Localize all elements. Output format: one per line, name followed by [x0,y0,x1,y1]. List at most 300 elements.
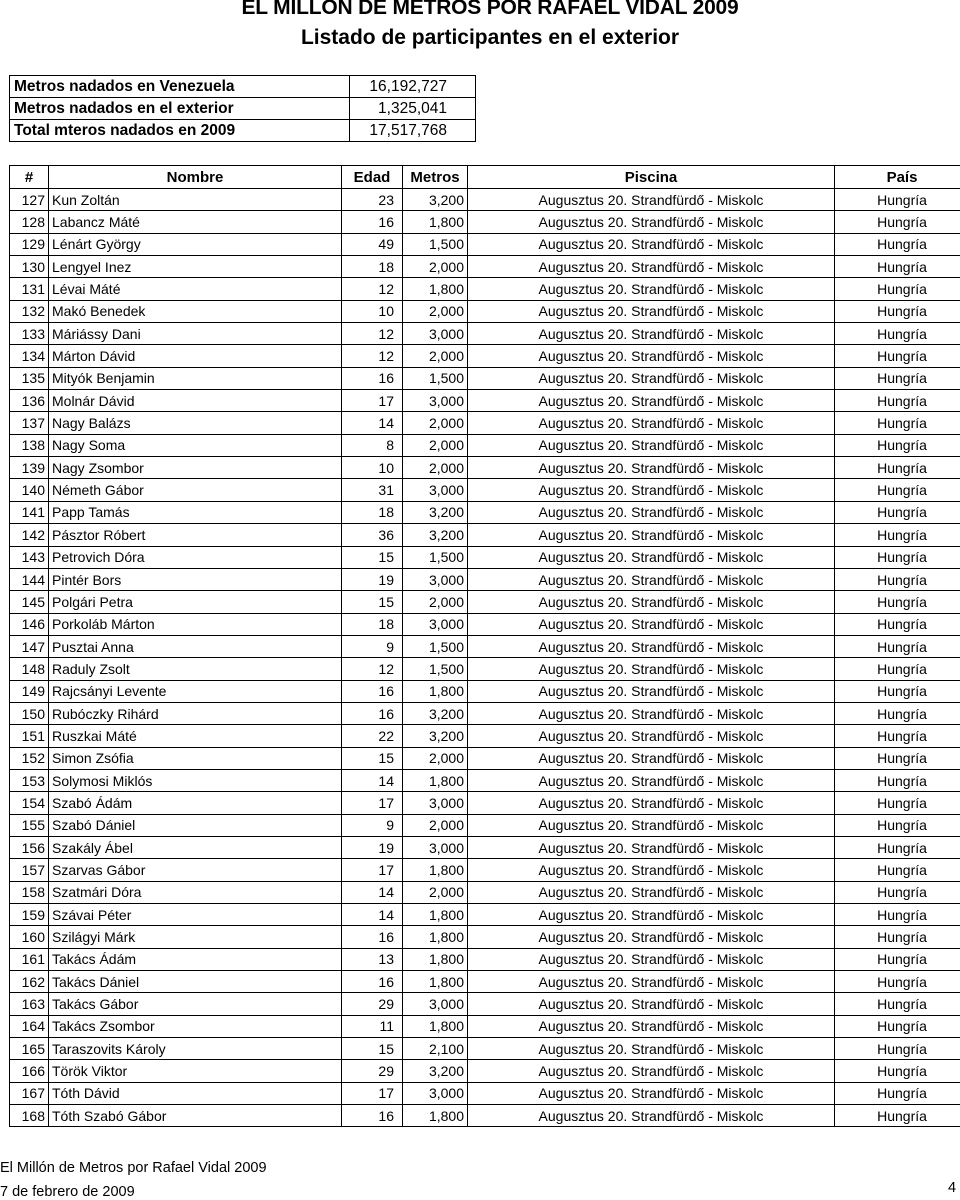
cell-number: 161 [10,948,49,970]
table-row [10,546,960,568]
cell-country: Hungría [835,702,960,724]
summary-row [10,98,476,120]
cell-name: Takács Gábor [49,993,342,1015]
column-header-number: # [10,166,49,189]
cell-pool: Augusztus 20. Strandfürdő - Miskolc [468,233,835,255]
cell-age: 16 [342,971,403,993]
cell-meters: 1,500 [403,658,468,680]
cell-age: 16 [342,1105,403,1127]
cell-country: Hungría [835,792,960,814]
table-row [10,836,960,858]
table-row [10,1015,960,1037]
cell-meters: 3,000 [403,792,468,814]
cell-name: Márton Dávid [49,345,342,367]
cell-number: 134 [10,345,49,367]
cell-pool: Augusztus 20. Strandfürdő - Miskolc [468,948,835,970]
table-row [10,1038,960,1060]
cell-meters: 2,100 [403,1038,468,1060]
cell-name: Szávai Péter [49,904,342,926]
table-row [10,1060,960,1082]
table-row [10,568,960,590]
cell-name: Petrovich Dóra [49,546,342,568]
cell-country: Hungría [835,390,960,412]
table-row [10,412,960,434]
cell-meters: 1,800 [403,1015,468,1037]
cell-pool: Augusztus 20. Strandfürdő - Miskolc [468,1015,835,1037]
cell-age: 12 [342,658,403,680]
cell-age: 15 [342,747,403,769]
cell-pool: Augusztus 20. Strandfürdő - Miskolc [468,278,835,300]
cell-meters: 1,800 [403,211,468,233]
summary-table [9,75,476,142]
table-row [10,211,960,233]
cell-pool: Augusztus 20. Strandfürdő - Miskolc [468,926,835,948]
cell-meters: 2,000 [403,814,468,836]
cell-pool: Augusztus 20. Strandfürdő - Miskolc [468,702,835,724]
table-row [10,1105,960,1127]
cell-country: Hungría [835,501,960,523]
cell-name: Máriássy Dani [49,323,342,345]
cell-age: 31 [342,479,403,501]
cell-number: 151 [10,725,49,747]
table-row [10,948,960,970]
cell-number: 160 [10,926,49,948]
cell-name: Tóth Szabó Gábor [49,1105,342,1127]
cell-number: 144 [10,568,49,590]
cell-number: 143 [10,546,49,568]
cell-country: Hungría [835,1105,960,1127]
cell-number: 129 [10,233,49,255]
cell-meters: 1,800 [403,769,468,791]
cell-country: Hungría [835,680,960,702]
cell-country: Hungría [835,926,960,948]
cell-age: 17 [342,859,403,881]
cell-age: 29 [342,993,403,1015]
cell-meters: 3,000 [403,993,468,1015]
cell-meters: 3,000 [403,390,468,412]
cell-number: 127 [10,189,49,211]
cell-number: 147 [10,635,49,657]
table-row [10,300,960,322]
cell-pool: Augusztus 20. Strandfürdő - Miskolc [468,881,835,903]
cell-meters: 3,000 [403,613,468,635]
cell-pool: Augusztus 20. Strandfürdő - Miskolc [468,323,835,345]
cell-age: 10 [342,300,403,322]
table-row [10,256,960,278]
cell-meters: 2,000 [403,457,468,479]
cell-pool: Augusztus 20. Strandfürdő - Miskolc [468,792,835,814]
cell-pool: Augusztus 20. Strandfürdő - Miskolc [468,725,835,747]
cell-number: 167 [10,1082,49,1104]
cell-pool: Augusztus 20. Strandfürdő - Miskolc [468,479,835,501]
cell-age: 12 [342,345,403,367]
cell-name: Takács Dániel [49,971,342,993]
cell-name: Polgári Petra [49,591,342,613]
cell-pool: Augusztus 20. Strandfürdő - Miskolc [468,836,835,858]
cell-name: Takács Ádám [49,948,342,970]
cell-pool: Augusztus 20. Strandfürdő - Miskolc [468,859,835,881]
cell-pool: Augusztus 20. Strandfürdő - Miskolc [468,568,835,590]
cell-meters: 1,800 [403,1105,468,1127]
cell-meters: 1,800 [403,278,468,300]
cell-pool: Augusztus 20. Strandfürdő - Miskolc [468,1060,835,1082]
cell-country: Hungría [835,367,960,389]
cell-country: Hungría [835,211,960,233]
cell-meters: 3,200 [403,501,468,523]
cell-name: Török Viktor [49,1060,342,1082]
cell-number: 166 [10,1060,49,1082]
cell-age: 16 [342,367,403,389]
cell-number: 145 [10,591,49,613]
column-header-age: Edad [342,166,403,189]
table-row [10,769,960,791]
cell-number: 139 [10,457,49,479]
cell-age: 16 [342,926,403,948]
cell-name: Nagy Zsombor [49,457,342,479]
cell-pool: Augusztus 20. Strandfürdő - Miskolc [468,457,835,479]
cell-meters: 2,000 [403,300,468,322]
cell-pool: Augusztus 20. Strandfürdő - Miskolc [468,501,835,523]
cell-pool: Augusztus 20. Strandfürdő - Miskolc [468,1082,835,1104]
page-subtitle: Listado de participantes en el exterior [300,26,680,49]
cell-country: Hungría [835,412,960,434]
table-row [10,479,960,501]
cell-number: 154 [10,792,49,814]
cell-country: Hungría [835,635,960,657]
cell-country: Hungría [835,948,960,970]
cell-age: 13 [342,948,403,970]
summary-row [10,120,476,142]
cell-name: Rajcsányi Levente [49,680,342,702]
cell-name: Szilágyi Márk [49,926,342,948]
cell-pool: Augusztus 20. Strandfürdő - Miskolc [468,1105,835,1127]
cell-pool: Augusztus 20. Strandfürdő - Miskolc [468,367,835,389]
column-header-country: País [835,166,960,189]
cell-country: Hungría [835,1060,960,1082]
cell-name: Molnár Dávid [49,390,342,412]
cell-number: 159 [10,904,49,926]
cell-country: Hungría [835,278,960,300]
cell-name: Labancz Máté [49,211,342,233]
cell-name: Solymosi Miklós [49,769,342,791]
table-row [10,591,960,613]
cell-country: Hungría [835,814,960,836]
cell-meters: 1,800 [403,948,468,970]
table-row [10,971,960,993]
cell-number: 165 [10,1038,49,1060]
cell-age: 29 [342,1060,403,1082]
cell-country: Hungría [835,859,960,881]
cell-age: 17 [342,1082,403,1104]
cell-age: 16 [342,702,403,724]
cell-number: 162 [10,971,49,993]
cell-pool: Augusztus 20. Strandfürdő - Miskolc [468,546,835,568]
cell-meters: 2,000 [403,256,468,278]
cell-country: Hungría [835,233,960,255]
table-row [10,345,960,367]
cell-age: 12 [342,323,403,345]
table-row [10,524,960,546]
cell-name: Nagy Balázs [49,412,342,434]
cell-meters: 2,000 [403,881,468,903]
summary-value: 1,325,041 [350,98,476,120]
table-row [10,747,960,769]
cell-age: 17 [342,390,403,412]
cell-country: Hungría [835,904,960,926]
cell-name: Szarvas Gábor [49,859,342,881]
cell-age: 19 [342,568,403,590]
cell-country: Hungría [835,769,960,791]
cell-number: 141 [10,501,49,523]
footer-event-name: El Millón de Metros por Rafael Vidal 2009 [0,1160,267,1176]
cell-meters: 3,200 [403,524,468,546]
cell-number: 128 [10,211,49,233]
cell-name: Pintér Bors [49,568,342,590]
cell-country: Hungría [835,993,960,1015]
summary-label: Metros nadados en Venezuela [10,76,350,98]
cell-pool: Augusztus 20. Strandfürdő - Miskolc [468,814,835,836]
cell-pool: Augusztus 20. Strandfürdő - Miskolc [468,412,835,434]
cell-country: Hungría [835,256,960,278]
table-row [10,1082,960,1104]
cell-pool: Augusztus 20. Strandfürdő - Miskolc [468,769,835,791]
page-number: 4 [948,1180,957,1196]
cell-meters: 3,000 [403,1082,468,1104]
cell-name: Rubóczky Rihárd [49,702,342,724]
cell-country: Hungría [835,1082,960,1104]
cell-country: Hungría [835,546,960,568]
cell-meters: 3,000 [403,323,468,345]
cell-meters: 3,200 [403,725,468,747]
cell-country: Hungría [835,434,960,456]
cell-age: 12 [342,278,403,300]
footer-date: 7 de febrero de 2009 [0,1184,135,1200]
cell-name: Ruszkai Máté [49,725,342,747]
cell-name: Szakály Ábel [49,836,342,858]
table-row [10,189,960,211]
cell-number: 137 [10,412,49,434]
table-row [10,613,960,635]
cell-meters: 2,000 [403,747,468,769]
cell-age: 49 [342,233,403,255]
table-row [10,457,960,479]
cell-name: Szatmári Dóra [49,881,342,903]
page-title: EL MILLON DE METROS POR RAFAEL VIDAL 2009 [241,0,739,19]
cell-country: Hungría [835,189,960,211]
cell-pool: Augusztus 20. Strandfürdő - Miskolc [468,635,835,657]
table-row [10,904,960,926]
cell-meters: 1,800 [403,859,468,881]
cell-pool: Augusztus 20. Strandfürdő - Miskolc [468,211,835,233]
cell-country: Hungría [835,613,960,635]
cell-age: 14 [342,769,403,791]
column-header-name: Nombre [49,166,342,189]
cell-number: 148 [10,658,49,680]
cell-meters: 1,500 [403,367,468,389]
cell-number: 158 [10,881,49,903]
cell-country: Hungría [835,524,960,546]
cell-number: 163 [10,993,49,1015]
cell-pool: Augusztus 20. Strandfürdő - Miskolc [468,189,835,211]
cell-age: 22 [342,725,403,747]
table-row [10,367,960,389]
cell-country: Hungría [835,457,960,479]
cell-meters: 2,000 [403,412,468,434]
cell-meters: 3,000 [403,568,468,590]
table-row [10,859,960,881]
cell-age: 14 [342,904,403,926]
participants-table [9,165,960,1127]
cell-meters: 1,800 [403,680,468,702]
table-row [10,881,960,903]
cell-number: 153 [10,769,49,791]
cell-country: Hungría [835,747,960,769]
cell-name: Németh Gábor [49,479,342,501]
cell-age: 9 [342,635,403,657]
table-row [10,658,960,680]
cell-pool: Augusztus 20. Strandfürdő - Miskolc [468,658,835,680]
cell-number: 138 [10,434,49,456]
cell-country: Hungría [835,725,960,747]
table-row [10,725,960,747]
cell-country: Hungría [835,1015,960,1037]
cell-meters: 2,000 [403,591,468,613]
cell-number: 150 [10,702,49,724]
summary-value: 17,517,768 [350,120,476,142]
summary-label: Total mteros nadados en 2009 [10,120,350,142]
cell-number: 164 [10,1015,49,1037]
cell-country: Hungría [835,1038,960,1060]
table-row [10,233,960,255]
cell-name: Raduly Zsolt [49,658,342,680]
cell-number: 149 [10,680,49,702]
cell-meters: 3,000 [403,836,468,858]
table-row [10,680,960,702]
cell-number: 133 [10,323,49,345]
table-header-row [10,166,960,189]
cell-pool: Augusztus 20. Strandfürdő - Miskolc [468,256,835,278]
cell-name: Szabó Ádám [49,792,342,814]
cell-meters: 1,800 [403,904,468,926]
cell-age: 18 [342,501,403,523]
cell-age: 16 [342,680,403,702]
cell-name: Taraszovits Károly [49,1038,342,1060]
cell-country: Hungría [835,323,960,345]
cell-number: 132 [10,300,49,322]
cell-number: 156 [10,836,49,858]
cell-pool: Augusztus 20. Strandfürdő - Miskolc [468,434,835,456]
cell-number: 131 [10,278,49,300]
cell-name: Papp Tamás [49,501,342,523]
cell-country: Hungría [835,568,960,590]
cell-age: 19 [342,836,403,858]
table-row [10,993,960,1015]
cell-country: Hungría [835,881,960,903]
cell-name: Mityók Benjamin [49,367,342,389]
cell-pool: Augusztus 20. Strandfürdő - Miskolc [468,300,835,322]
cell-pool: Augusztus 20. Strandfürdő - Miskolc [468,591,835,613]
cell-pool: Augusztus 20. Strandfürdő - Miskolc [468,680,835,702]
cell-pool: Augusztus 20. Strandfürdő - Miskolc [468,1038,835,1060]
column-header-meters: Metros [403,166,468,189]
table-row [10,702,960,724]
cell-age: 18 [342,256,403,278]
summary-value: 16,192,727 [350,76,476,98]
cell-meters: 3,200 [403,189,468,211]
table-row [10,434,960,456]
cell-country: Hungría [835,836,960,858]
cell-pool: Augusztus 20. Strandfürdő - Miskolc [468,390,835,412]
cell-number: 168 [10,1105,49,1127]
cell-age: 14 [342,412,403,434]
table-row [10,390,960,412]
cell-pool: Augusztus 20. Strandfürdő - Miskolc [468,993,835,1015]
cell-meters: 1,500 [403,546,468,568]
table-row [10,323,960,345]
cell-number: 155 [10,814,49,836]
cell-name: Takács Zsombor [49,1015,342,1037]
table-row [10,814,960,836]
cell-number: 146 [10,613,49,635]
cell-meters: 2,000 [403,345,468,367]
table-row [10,501,960,523]
column-header-pool: Piscina [468,166,835,189]
cell-meters: 1,800 [403,971,468,993]
table-row [10,926,960,948]
cell-country: Hungría [835,591,960,613]
cell-age: 23 [342,189,403,211]
cell-age: 17 [342,792,403,814]
cell-name: Lénárt György [49,233,342,255]
cell-pool: Augusztus 20. Strandfürdő - Miskolc [468,345,835,367]
cell-name: Lévai Máté [49,278,342,300]
summary-label: Metros nadados en el exterior [10,98,350,120]
cell-age: 16 [342,211,403,233]
cell-number: 140 [10,479,49,501]
cell-age: 14 [342,881,403,903]
cell-age: 8 [342,434,403,456]
cell-age: 36 [342,524,403,546]
cell-number: 130 [10,256,49,278]
cell-age: 9 [342,814,403,836]
cell-country: Hungría [835,658,960,680]
cell-name: Kun Zoltán [49,189,342,211]
cell-number: 142 [10,524,49,546]
cell-name: Simon Zsófia [49,747,342,769]
cell-name: Porkoláb Márton [49,613,342,635]
cell-pool: Augusztus 20. Strandfürdő - Miskolc [468,613,835,635]
cell-age: 15 [342,546,403,568]
table-row [10,278,960,300]
cell-meters: 1,500 [403,635,468,657]
summary-row [10,76,476,98]
table-row [10,635,960,657]
cell-country: Hungría [835,345,960,367]
cell-age: 15 [342,591,403,613]
cell-age: 18 [342,613,403,635]
cell-name: Pásztor Róbert [49,524,342,546]
cell-name: Nagy Soma [49,434,342,456]
cell-pool: Augusztus 20. Strandfürdő - Miskolc [468,524,835,546]
cell-name: Makó Benedek [49,300,342,322]
cell-country: Hungría [835,300,960,322]
cell-pool: Augusztus 20. Strandfürdő - Miskolc [468,904,835,926]
cell-meters: 2,000 [403,434,468,456]
cell-number: 152 [10,747,49,769]
cell-number: 157 [10,859,49,881]
cell-pool: Augusztus 20. Strandfürdő - Miskolc [468,971,835,993]
table-row [10,792,960,814]
